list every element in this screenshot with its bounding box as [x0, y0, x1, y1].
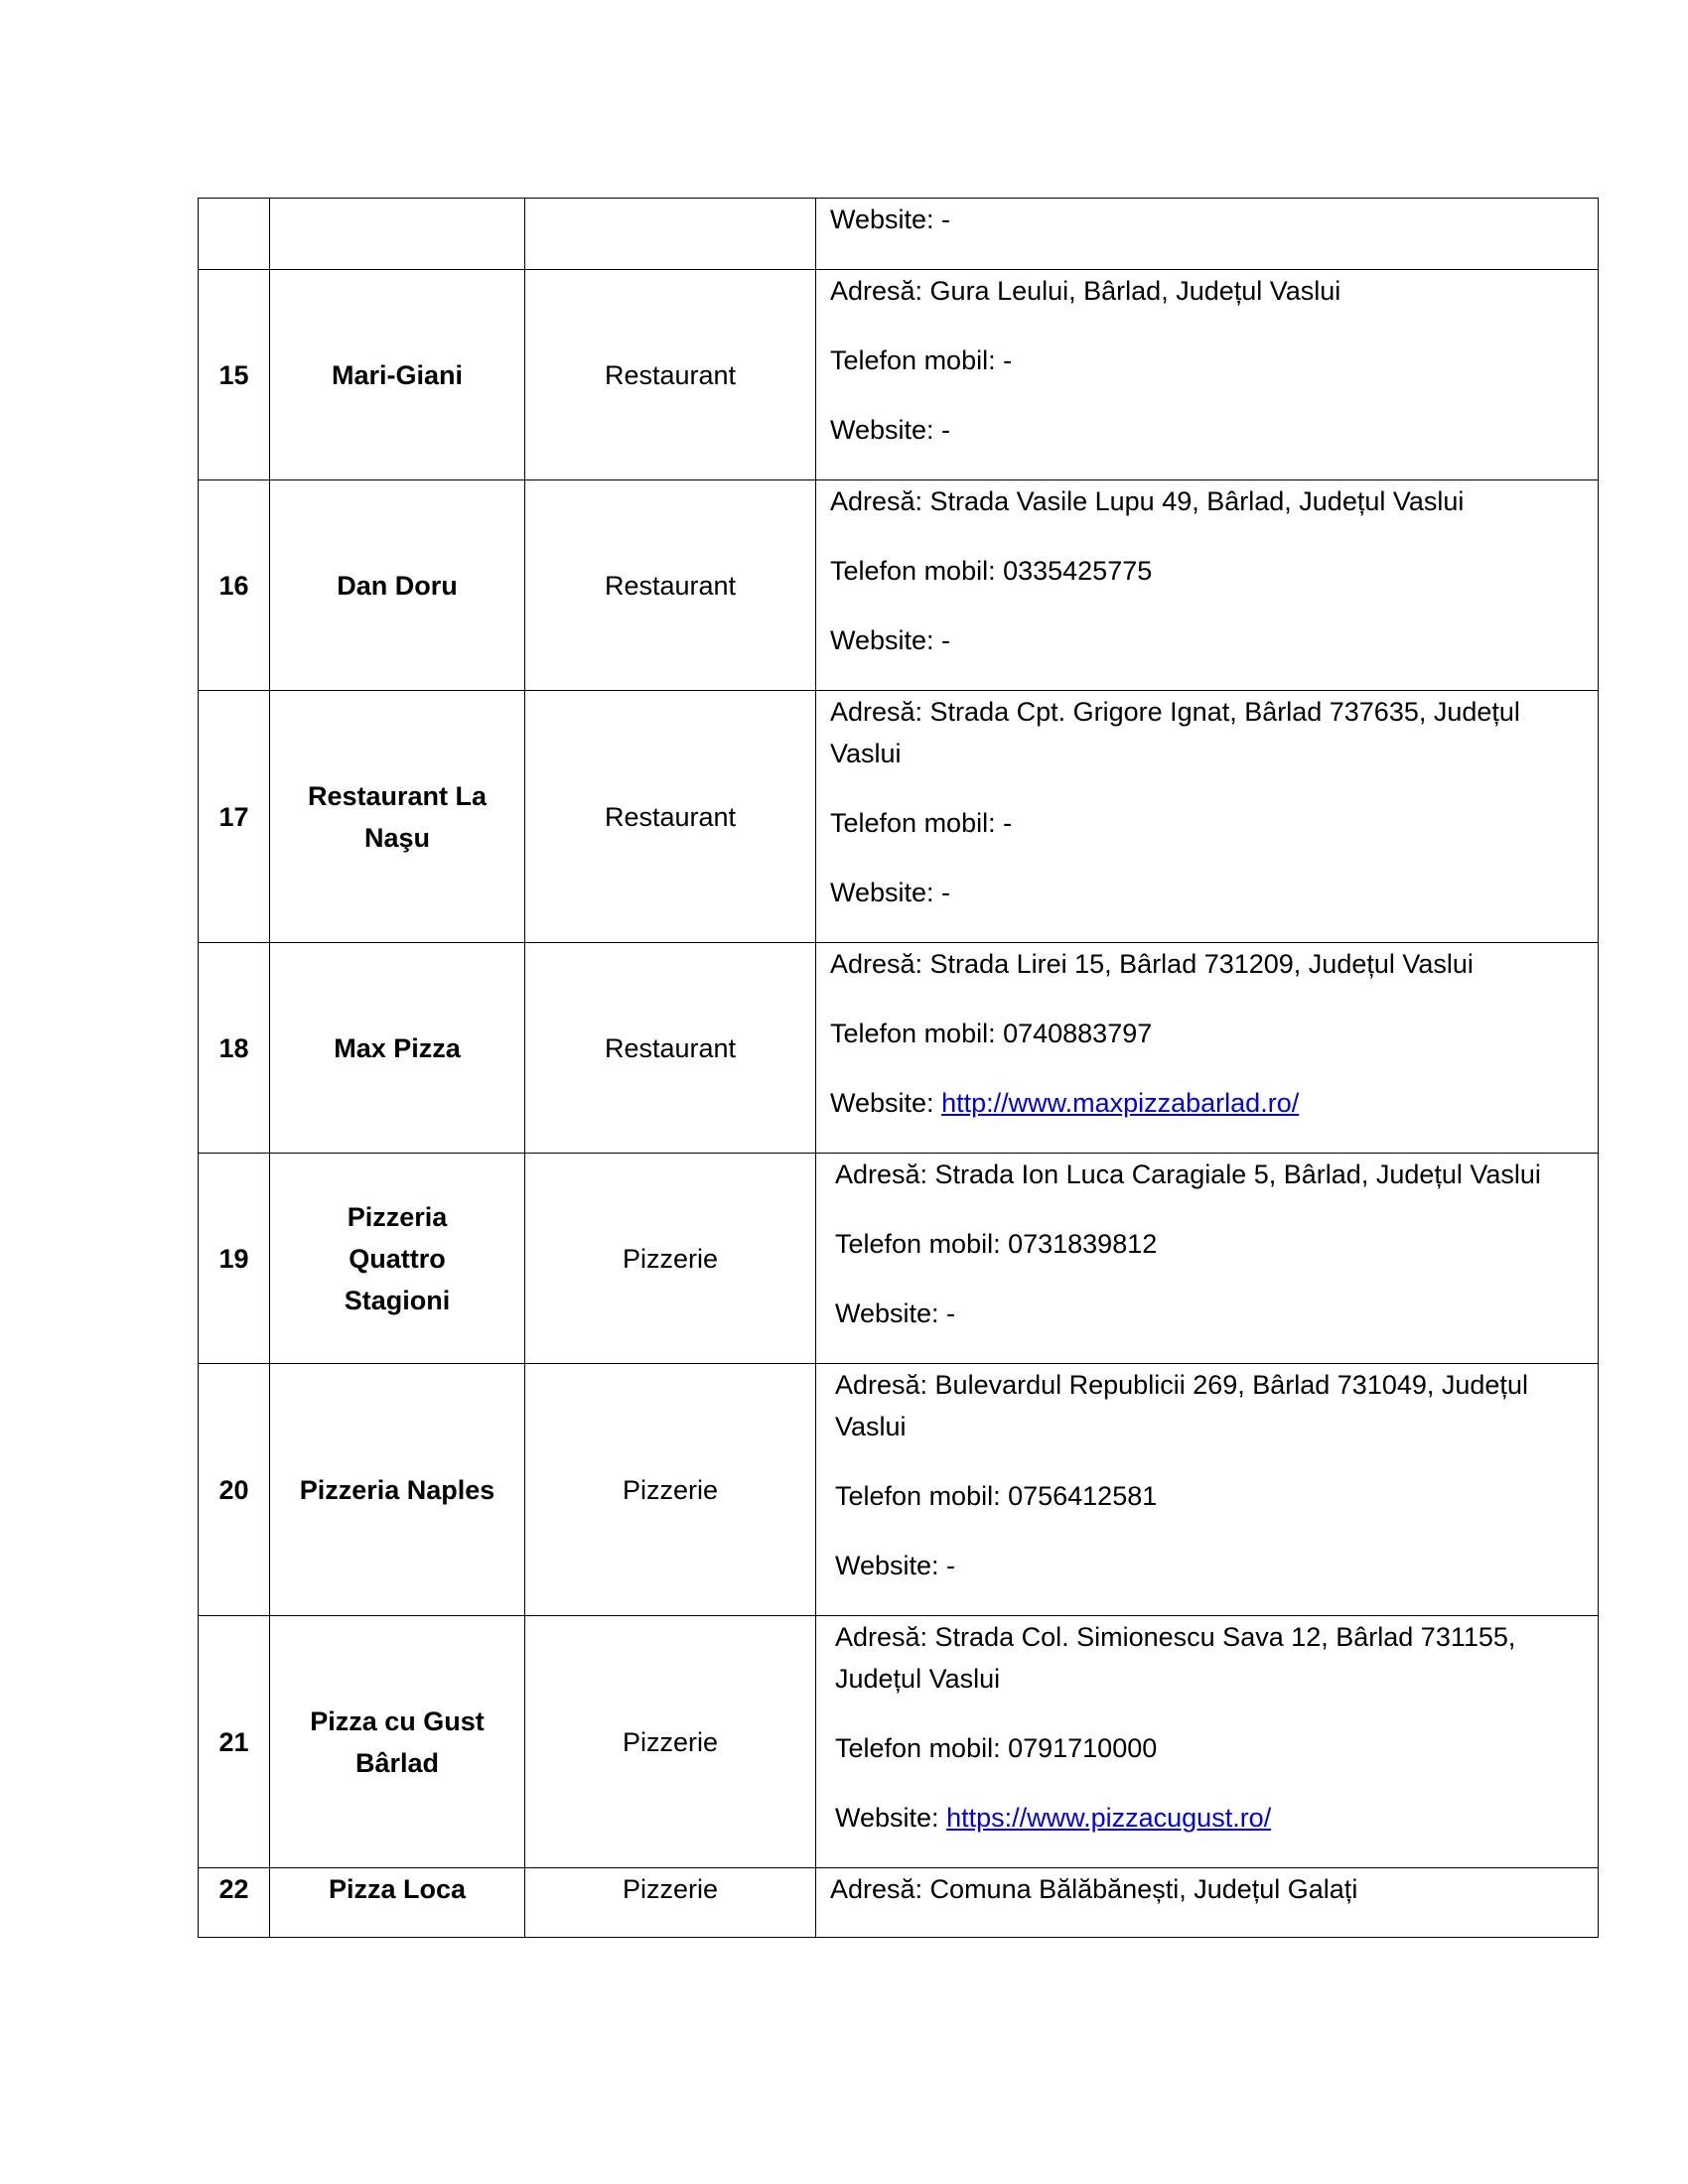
- address-line: Adresă: Strada Cpt. Grigore Ignat, Bârlad 737635, Județul Vaslui: [830, 697, 1520, 768]
- row-info: [816, 1616, 1599, 1868]
- phone-line: Telefon mobil: 0791710000: [835, 1733, 1158, 1763]
- phone-line: Telefon mobil: 0335425775: [830, 556, 1153, 586]
- address-line: Adresă: Strada Vasile Lupu 49, Bârlad, Județul Vaslui: [830, 486, 1465, 516]
- table-row: [199, 1154, 1599, 1364]
- row-name-cell: [270, 1154, 525, 1364]
- table-row: [199, 1868, 1599, 1938]
- row-info: [816, 270, 1599, 480]
- phone-line: Telefon mobil: -: [830, 345, 1013, 375]
- row-number: 18: [199, 943, 270, 1154]
- row-name: Dan Doru: [270, 480, 525, 691]
- row-name-cell: [270, 1616, 525, 1868]
- row-name: Pizza cu Gust Bârlad: [310, 1706, 485, 1778]
- row-number: 21: [199, 1616, 270, 1868]
- row-number: 17: [199, 691, 270, 943]
- website-label: Website:: [830, 1088, 942, 1118]
- website-line: [830, 1082, 1584, 1124]
- row-type: Pizzerie: [525, 1868, 816, 1938]
- website-line: Website: -: [835, 1298, 956, 1328]
- table-row: [199, 943, 1599, 1154]
- address-line: Adresă: Strada Lirei 15, Bârlad 731209, Județul Vaslui: [830, 949, 1474, 979]
- website-line: Website: -: [835, 1551, 956, 1580]
- phone-line: Telefon mobil: -: [830, 808, 1013, 838]
- website-link[interactable]: http://www.maxpizzabarlad.ro/: [941, 1088, 1300, 1118]
- row-info: [816, 691, 1599, 943]
- row-type: Restaurant: [525, 270, 816, 480]
- phone-line: Telefon mobil: 0740883797: [830, 1019, 1153, 1048]
- table-row: [199, 691, 1599, 943]
- table-row: [199, 1364, 1599, 1616]
- row-type: Restaurant: [525, 480, 816, 691]
- address-line: Adresă: Gura Leului, Bârlad, Județul Vaslui: [830, 276, 1341, 306]
- row-number: 16: [199, 480, 270, 691]
- row-type: Pizzerie: [525, 1616, 816, 1868]
- row-number: [199, 199, 270, 270]
- row-number: 19: [199, 1154, 270, 1364]
- website-line: [835, 1797, 1584, 1839]
- row-name: Pizzeria Quattro Stagioni: [344, 1201, 451, 1315]
- row-name: Restaurant La Naşu: [307, 780, 488, 853]
- row-info: [816, 480, 1599, 691]
- phone-line: Telefon mobil: 0731839812: [835, 1229, 1158, 1259]
- address-line: Adresă: Bulevardul Republicii 269, Bârlad 731049, Județul Vaslui: [835, 1370, 1528, 1441]
- website-link[interactable]: https://www.pizzacugust.ro/: [946, 1803, 1272, 1833]
- row-info: [816, 199, 1599, 270]
- row-name: Max Pizza: [270, 943, 525, 1154]
- row-name: Mari-Giani: [270, 270, 525, 480]
- row-type: Pizzerie: [525, 1154, 816, 1364]
- website-line: Website: -: [830, 625, 951, 655]
- row-name: Pizzeria Naples: [270, 1364, 525, 1616]
- row-number: 20: [199, 1364, 270, 1616]
- table-row: [199, 270, 1599, 480]
- address-line: Adresă: Strada Ion Luca Caragiale 5, Bârlad, Județul Vaslui: [835, 1160, 1541, 1189]
- row-info: [816, 943, 1599, 1154]
- website-line: Website: -: [830, 878, 951, 907]
- row-info: [816, 1868, 1599, 1938]
- row-info: [816, 1364, 1599, 1616]
- row-name: Pizza Loca: [270, 1868, 525, 1938]
- row-type: [525, 199, 816, 270]
- row-info: [816, 1154, 1599, 1364]
- row-name-cell: [270, 691, 525, 943]
- row-type: Restaurant: [525, 691, 816, 943]
- table-row: [199, 1616, 1599, 1868]
- table-row: [199, 480, 1599, 691]
- website-line: Website: -: [830, 205, 951, 234]
- row-type: Pizzerie: [525, 1364, 816, 1616]
- table-row-continued: [199, 199, 1599, 270]
- address-line: Adresă: Comuna Bălăbănești, Județul Galați: [830, 1874, 1358, 1904]
- website-label: Website:: [835, 1803, 947, 1833]
- phone-line: Telefon mobil: 0756412581: [835, 1481, 1158, 1511]
- row-name: [270, 199, 525, 270]
- website-line: Website: -: [830, 415, 951, 445]
- row-number: 22: [199, 1868, 270, 1938]
- row-number: 15: [199, 270, 270, 480]
- row-type: Restaurant: [525, 943, 816, 1154]
- address-line: Adresă: Strada Col. Simionescu Sava 12, Bârlad 731155, Județul Vaslui: [835, 1622, 1516, 1694]
- restaurants-table: [198, 198, 1599, 1938]
